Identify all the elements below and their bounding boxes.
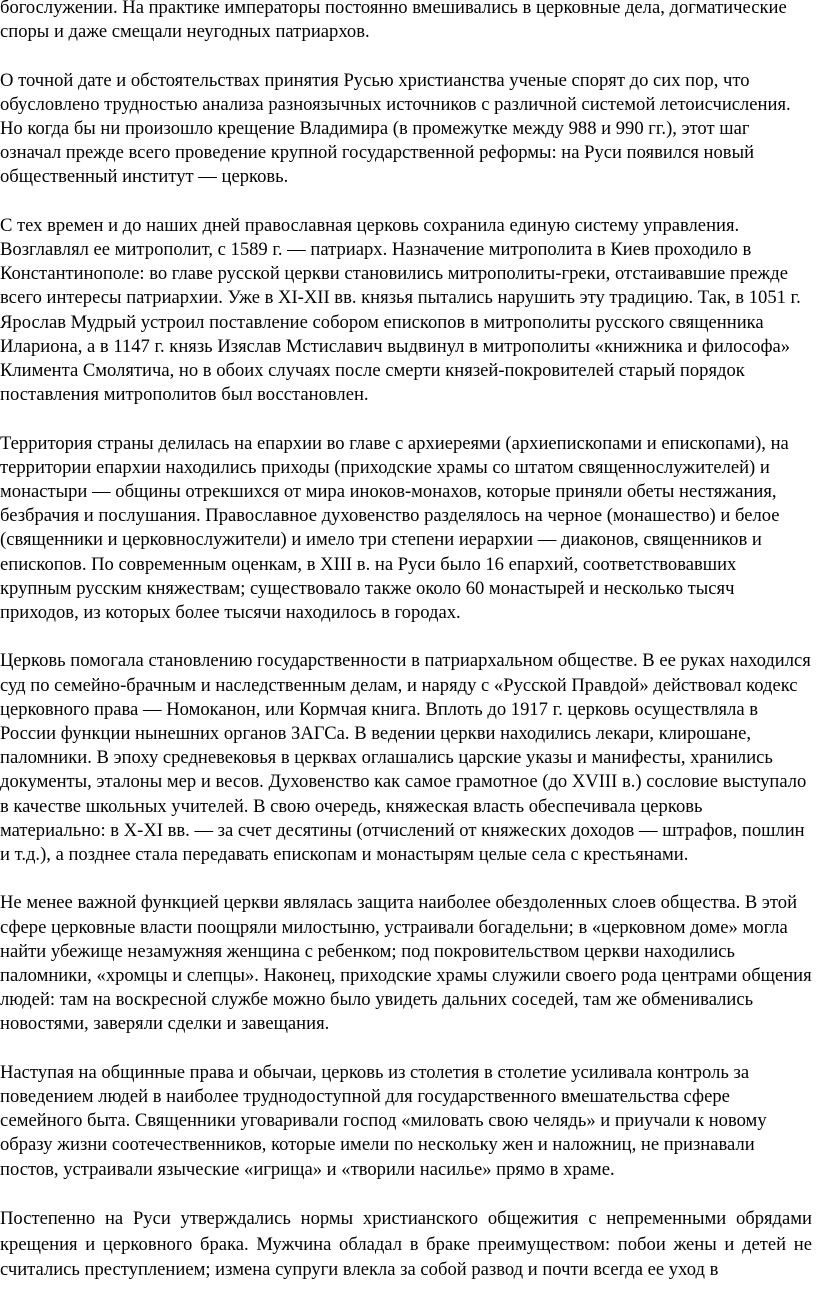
paragraph-7: Наступая на общинные права и обычаи, церковь из столетия в столетие усиливала контроль за поведением людей в наиболее труднодоступной для государственного вмешательства сфере семейного быта. Священники уговаривали господ «миловать свою челядь» и приучали к новому образу жизни соотечественников, которые имели по нескольку жен и наложниц, не признавали постов, устраивали языческие «игрища» и «творили насилье» прямо в храме. xyxy=(0,1061,767,1180)
paragraph-2: О точной дате и обстоятельствах принятия Русью христианства ученые спорят до сих пор, что обусловлено трудностью анализа разноязычных источников с различной системой летоисчисления. Но когда бы ни произошло крещение Владимира (в промежутке между 988 и 990 гг.), этот шаг означал прежде всего проведение крупной государственной реформы: на Руси появился новый общественный институт — церковь. xyxy=(0,69,791,188)
paragraph-1: богослужении. На практике императоры постоянно вмешивались в церковные дела, догматические споры и даже смещали неугодных патриархов. xyxy=(0,0,787,43)
paragraph-6: Не менее важной функцией церкви являлась защита наиболее обездоленных слоев общества. В этой сфере церковные власти поощряли милостыню, устраивали богадельни; в «церковном доме» могла найти убежище незамужняя женщина с ребенком; под покровительством церкви находились паломники, «хромцы и слепцы». Наконец, приходские храмы служили своего рода центрами общения людей: там на воскресной службе можно было увидеть дальних соседей, там же обменивались новостями, заверяли сделки и завещания. xyxy=(0,892,812,1035)
paragraph-8: Постепенно на Руси утверждались нормы христианского общежития с непременными обрядами крещения и церковного брака. Мужчина обладал в браке преимуществом: побои жены и детей не считались преступлением; измена супруги влекла за собой развод и почти всегда ее уход в xyxy=(0,1208,812,1281)
paragraph-5: Церковь помогала становлению государственности в патриархальном обществе. В ее руках находился суд по семейно-брачным и наследственным делам, и наряду с «Русской Правдой» действовал кодекс церковного права — Номоканон, или Кормчая книга. Вплоть до 1917 г. церковь осуществляла в России функции нынешних органов ЗАГСа. В ведении церкви находились лекари, клирошане, паломники. В эпоху средневековья в церквах оглашались царские указы и манифесты, хранились документы, эталоны мер и весов. Духовенство как самое грамотное (до XVIII в.) сословие выступало в качестве школьных учителей. В свою очередь, княжеская власть обеспечивала церковь материально: в X-XI вв. — за счет десятины (отчислений от княжеских доходов — штрафов, пошлин и т.д.), а позднее стала передавать епископам и монастырям целые села с крестьянами. xyxy=(0,650,811,866)
paragraph-4: Территория страны делилась на епархии во главе с архиереями (архиепископами и епископами), на территории епархии находились приходы (приходские храмы со штатом священнослужителей) и монастыри — общины отрекшихся от мира иноков-монахов, которые приняли обеты нестяжания, безбрачия и послушания. Православное духовенство разделялось на черное (монашество) и белое (священники и церковнослужители) и имело три степени иерархии — диаконов, священников и епископов. По современным оценкам, в XIII в. на Руси было 16 епархий, соответствовавших крупным русским княжествам; существовало также около 60 монастырей и несколько тысяч приходов, из которых более тысячи находилось в городах. xyxy=(0,432,789,624)
paragraph-3: С тех времен и до наших дней православная церковь сохранила единую систему управления. Возглавлял ее митрополит, с 1589 г. — патриарх. Назначение митрополита в Киев проходило в Константинополе: во главе русской церкви становились митрополиты-греки, отстаивавшие прежде всего интересы патриархии. Уже в XI-XII вв. князья пытались нарушить эту традицию. Так, в 1051 г. Ярослав Мудрый устроил поставление собором епископов в митрополиты русского священника Илариона, а в 1147 г. князь Изяслав Мстиславич выдвинул в митрополиты «книжника и философа» Климента Смолятича, но в обоих случаях после смерти князей-покровителей старый порядок поставления митрополитов был восстановлен. xyxy=(0,214,801,406)
